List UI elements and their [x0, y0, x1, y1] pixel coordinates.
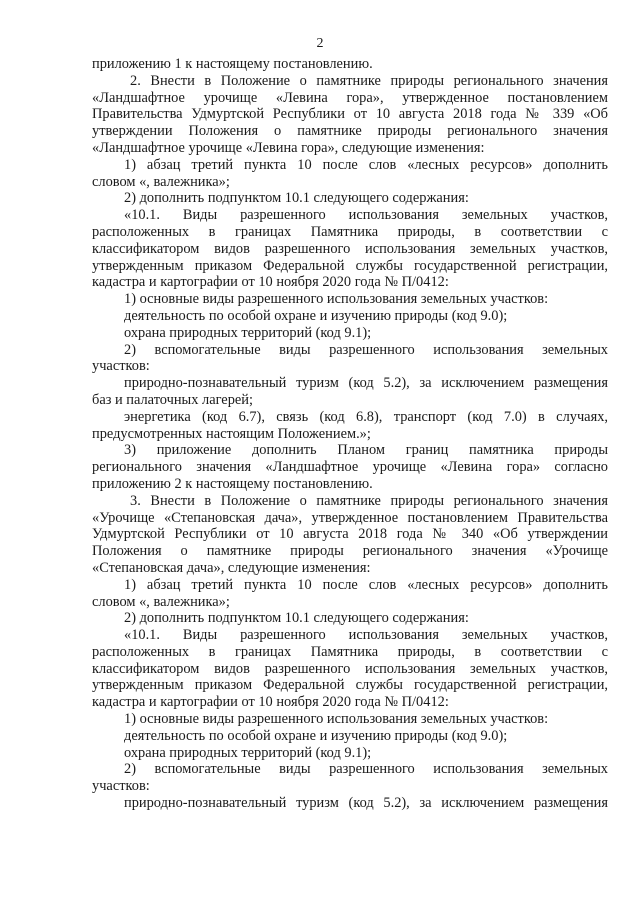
- text-line: классификатором видов разрешенного использования земельных участков,: [92, 240, 608, 257]
- text-line: 2) дополнить подпунктом 10.1 следующего содержания:: [124, 610, 469, 627]
- text-line: приложению 2 к настоящему постановлению.: [92, 475, 373, 492]
- text-line: Правительства Удмуртской Республики от 10 августа 2018 года № 339 «Об: [92, 106, 608, 123]
- text-line: регионального значения «Ландшафтное урочище «Левина гора» согласно: [92, 459, 608, 476]
- text-line: «10.1. Виды разрешенного использования земельных участков,: [124, 207, 608, 224]
- text-line: 2) вспомогательные виды разрешенного использования земельных: [124, 761, 608, 778]
- text-line: 2) дополнить подпунктом 10.1 следующего содержания:: [124, 190, 469, 207]
- text-line: деятельность по особой охране и изучению природы (код 9.0);: [124, 727, 508, 744]
- text-line: «Ландшафтное урочище «Левина гора», следующие изменения:: [92, 139, 485, 156]
- text-line: утвержденным приказом Федеральной службы государственной регистрации,: [92, 257, 608, 274]
- text-line: утверждении Положения о памятнике природы регионального значения: [92, 123, 608, 140]
- page-number: 2: [316, 36, 324, 51]
- text-line: Удмуртской Республики от 10 августа 2018 года № 340 «Об утверждении: [92, 526, 608, 543]
- text-line: 1) абзац третий пункта 10 после слов «лесных ресурсов» дополнить: [124, 156, 608, 173]
- text-line: «Ландшафтное урочище «Левина гора», утвержденное постановлением: [92, 89, 608, 106]
- text-line: 1) абзац третий пункта 10 после слов «лесных ресурсов» дополнить: [124, 576, 608, 593]
- text-line: расположенных в границах Памятника природы, в соответствии с: [92, 643, 608, 660]
- text-line: словом «, валежника»;: [92, 173, 230, 190]
- text-line: «Урочище «Степановская дача», утвержденное постановлением Правительства: [92, 509, 608, 526]
- text-line: 3) приложение дополнить Планом границ памятника природы: [124, 442, 608, 459]
- text-line: охрана природных территорий (код 9.1);: [124, 744, 372, 761]
- text-line: кадастра и картографии от 10 ноября 2020 года № П/0412:: [92, 274, 449, 291]
- text-line: классификатором видов разрешенного использования земельных участков,: [92, 660, 608, 677]
- text-line: участков:: [92, 778, 150, 795]
- text-line: баз и палаточных лагерей;: [92, 391, 253, 408]
- text-line: энергетика (код 6.7), связь (код 6.8), транспорт (код 7.0) в случаях,: [124, 408, 608, 425]
- text-line: участков:: [92, 358, 150, 375]
- text-line: 2) вспомогательные виды разрешенного использования земельных: [124, 341, 608, 358]
- text-line: 3. Внести в Положение о памятнике природы регионального значения: [130, 492, 608, 509]
- text-line: «Степановская дача», следующие изменения:: [92, 559, 371, 576]
- text-line: природно-познавательный туризм (код 5.2), за исключением размещения: [124, 375, 608, 392]
- text-line: утвержденным приказом Федеральной службы государственной регистрации,: [92, 677, 608, 694]
- text-line: 2. Внести в Положение о памятнике природы регионального значения: [130, 72, 608, 89]
- text-line: охрана природных территорий (код 9.1);: [124, 324, 372, 341]
- text-line: 1) основные виды разрешенного использования земельных участков:: [124, 711, 549, 728]
- document-body: [92, 56, 608, 812]
- text-line: природно-познавательный туризм (код 5.2), за исключением размещения: [124, 795, 608, 812]
- text-line: «10.1. Виды разрешенного использования земельных участков,: [124, 627, 608, 644]
- text-line: кадастра и картографии от 10 ноября 2020 года № П/0412:: [92, 694, 449, 711]
- text-line: деятельность по особой охране и изучению природы (код 9.0);: [124, 307, 508, 324]
- text-line: приложению 1 к настоящему постановлению.: [92, 56, 373, 72]
- text-line: предусмотренных настоящим Положением.»;: [92, 425, 371, 442]
- text-line: расположенных в границах Памятника природы, в соответствии с: [92, 223, 608, 240]
- text-line: 1) основные виды разрешенного использования земельных участков:: [124, 291, 549, 308]
- text-line: Положения о памятнике природы регионального значения «Урочище: [92, 543, 608, 560]
- text-line: словом «, валежника»;: [92, 593, 230, 610]
